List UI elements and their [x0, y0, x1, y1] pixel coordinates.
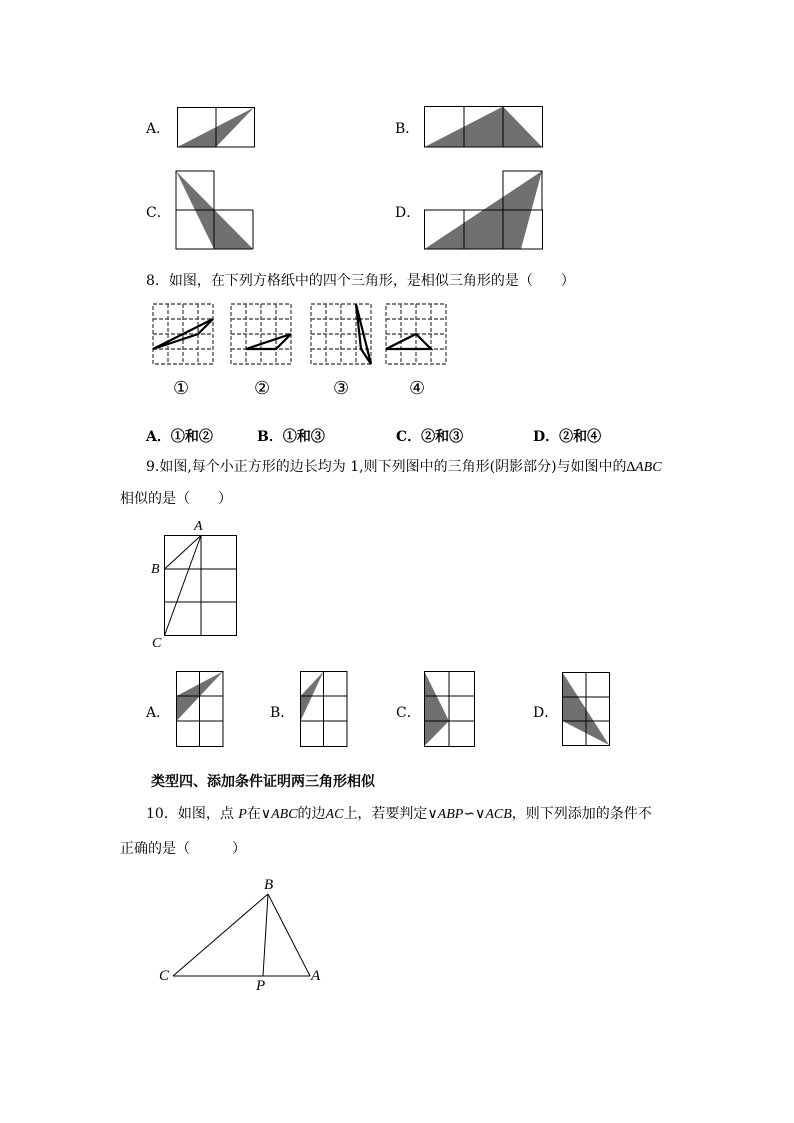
q9-reference-figure [164, 535, 238, 637]
q7-option-d-figure [424, 170, 544, 250]
q10-vertex-a: A [311, 968, 321, 984]
q10-prompt-line2: 正确的是（ ） [120, 841, 246, 857]
q10-text-1: 10．如图，点 [146, 806, 234, 822]
q10-text-3: 的边 [297, 806, 326, 822]
q9-option-c-figure [424, 671, 476, 747]
q10-text-4: 上，若要判定 [343, 806, 428, 822]
q7-option-c-figure [175, 170, 255, 250]
q8-figure-label-4: ④ [409, 378, 426, 399]
q10-figure [170, 890, 312, 980]
q8-option-b: B．①和③ [257, 429, 325, 445]
q10-triangle-abc: ∨ABC [260, 807, 298, 822]
q9-vertex-c: C [152, 636, 162, 651]
q8-prompt: 8．如图，在下列方格纸中的四个三角形，是相似三角形的是（ ） [146, 273, 575, 289]
q7-option-a-figure [177, 107, 255, 148]
q9-triangle-abc: ∆ABC [626, 460, 662, 475]
section-heading: 类型四、添加条件证明两三角形相似 [151, 774, 375, 790]
q8-figure-4 [385, 303, 449, 366]
q9-prompt-text: 9.如图,每个小正方形的边长均为 1,则下列图中的三角形(阴影部分)与如图中的 [146, 459, 627, 475]
q10-point-p-label: P [256, 978, 266, 994]
q9-prompt-line1 [146, 456, 662, 476]
q8-figure-label-3: ③ [333, 378, 350, 399]
q10-text-5: ，则下列添加的条件不 [511, 806, 652, 822]
q8-figure-2 [230, 303, 294, 366]
q7-option-b-label: B． [395, 121, 420, 137]
q7-b-shaded-triangle [425, 107, 543, 148]
q9-option-b-figure [300, 671, 348, 747]
q9-option-b-label: B． [270, 705, 295, 721]
q9-option-d-figure [562, 672, 612, 746]
q7-option-b-figure [424, 106, 544, 148]
q10-prompt-line1 [146, 803, 652, 823]
q9-c-shaded-triangle [425, 672, 450, 747]
q8-option-a: A．①和② [146, 429, 213, 445]
q8-triangle-2 [246, 334, 291, 349]
q7-option-a-label: A． [146, 121, 171, 137]
q8-triangle-4 [386, 334, 431, 349]
q8-figure-3 [310, 303, 374, 366]
q9-vertex-a: A [194, 519, 203, 534]
q10-point-p: P [238, 807, 247, 822]
q8-figure-label-2: ② [254, 378, 271, 399]
q10-vertex-b: B [264, 877, 274, 893]
q10-similarity: ∨ABP∽∨ACB [427, 807, 512, 822]
q8-figure-label-1: ① [173, 378, 190, 399]
q9-prompt-line2: 相似的是（ ） [120, 491, 232, 507]
q9-option-d-label: D． [533, 705, 559, 721]
q10-text-2: 在 [246, 806, 261, 822]
q8-option-d: D．②和④ [533, 429, 602, 445]
q9-option-a-label: A． [146, 705, 171, 721]
q10-side-ac: AC [325, 807, 344, 822]
q9-triangle-abc-shape [165, 536, 202, 636]
q9-option-c-label: C． [396, 705, 421, 721]
q9-option-a-figure [176, 671, 224, 747]
q8-option-c: C．②和③ [396, 429, 464, 445]
q9-vertex-b: B [151, 562, 160, 577]
q8-figure-1 [152, 303, 216, 366]
q7-option-c-label: C． [146, 205, 171, 221]
q7-option-d-label: D． [395, 205, 421, 221]
q10-vertex-c: C [159, 968, 170, 984]
